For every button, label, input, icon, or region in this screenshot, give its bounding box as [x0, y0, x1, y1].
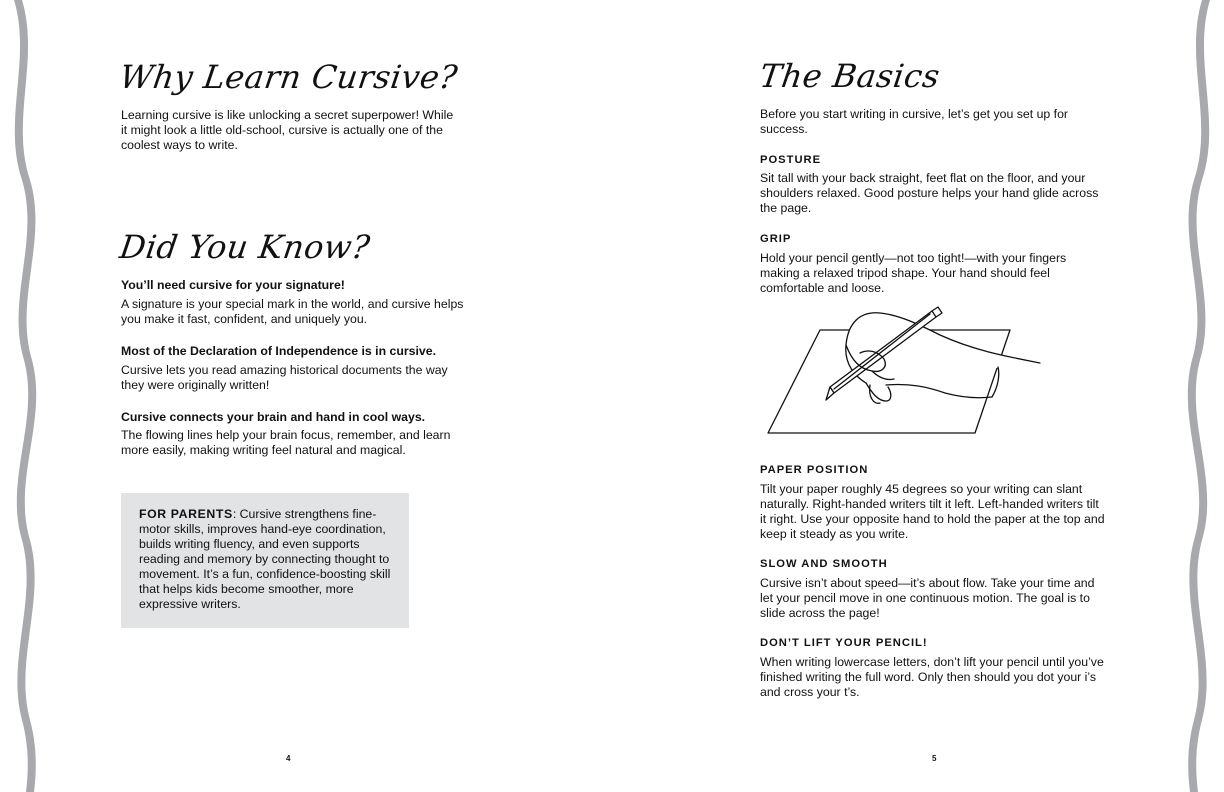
- for-parents-body: : Cursive strengthens fine-motor skills, improves hand-eye coordination, builds writing fluency, and even supports reading and memory by connecting thought to movement. It’s a fun, confidence-boosting skill that helps kids become smoother, more expressive writers.: [139, 507, 391, 611]
- section-heading-posture: POSTURE: [760, 154, 822, 166]
- section-body-grip: Hold your pencil gently—not too tight!—with your fingers making a relaxed tripod shape. Your hand should feel comfortable and loose.: [760, 251, 1067, 295]
- section-body-paper-position: Tilt your paper roughly 45 degrees so your writing can slant naturally. Right-handed writers tilt it left. Left-handed writers tilt it right. Use your opposite hand to hold the paper at the top and keep it steady as you write.: [760, 482, 1105, 541]
- did-you-know-title: Did You Know?: [117, 228, 373, 266]
- why-learn-cursive-body: Learning cursive is like unlocking a secret superpower! While it might look a little old-school, cursive is actually one of the coolest ways to write.: [121, 108, 454, 152]
- fact-body-signature: A signature is your special mark in the world, and cursive helps you make it fast, confident, and uniquely you.: [121, 297, 464, 326]
- for-parents-text: [139, 507, 397, 612]
- section-heading-dont-lift: DON’T LIFT YOUR PENCIL!: [760, 637, 928, 649]
- section-heading-paper-position: PAPER POSITION: [760, 464, 869, 476]
- page-number-left: 4: [286, 754, 291, 763]
- section-body-slow-smooth: Cursive isn’t about speed—it’s about flow. Take your time and let your pencil move in one continuous motion. The goal is to slide across the page!: [760, 576, 1095, 620]
- for-parents-callout: [121, 493, 409, 628]
- why-learn-cursive-title: Why Learn Cursive?: [117, 58, 460, 96]
- fact-heading-brain: Cursive connects your brain and hand in cool ways.: [121, 410, 426, 424]
- the-basics-title: The Basics: [757, 57, 943, 95]
- basics-intro: Before you start writing in cursive, let’s get you set up for success.: [760, 107, 1069, 136]
- hand-writing-illustration: [760, 305, 1050, 440]
- for-parents-label: FOR PARENTS: [139, 507, 233, 521]
- fact-heading-declaration: Most of the Declaration of Independence is in cursive.: [121, 344, 436, 358]
- fact-body-brain: The flowing lines help your brain focus, remember, and learn more easily, making writing feel natural and magical.: [121, 428, 451, 457]
- fact-heading-signature: You’ll need cursive for your signature!: [121, 278, 345, 292]
- section-heading-slow-smooth: SLOW AND SMOOTH: [760, 558, 888, 570]
- fact-body-declaration: Cursive lets you read amazing historical documents the way they were originally written!: [121, 363, 448, 392]
- section-body-posture: Sit tall with your back straight, feet flat on the floor, and your shoulders relaxed. Good posture helps your hand glide across the page.: [760, 171, 1099, 215]
- section-heading-grip: GRIP: [760, 233, 792, 245]
- section-body-dont-lift: When writing lowercase letters, don’t lift your pencil until you’ve finished writing the full word. Only then should you dot your i’s and cross your t’s.: [760, 655, 1104, 699]
- page-number-right: 5: [932, 754, 937, 763]
